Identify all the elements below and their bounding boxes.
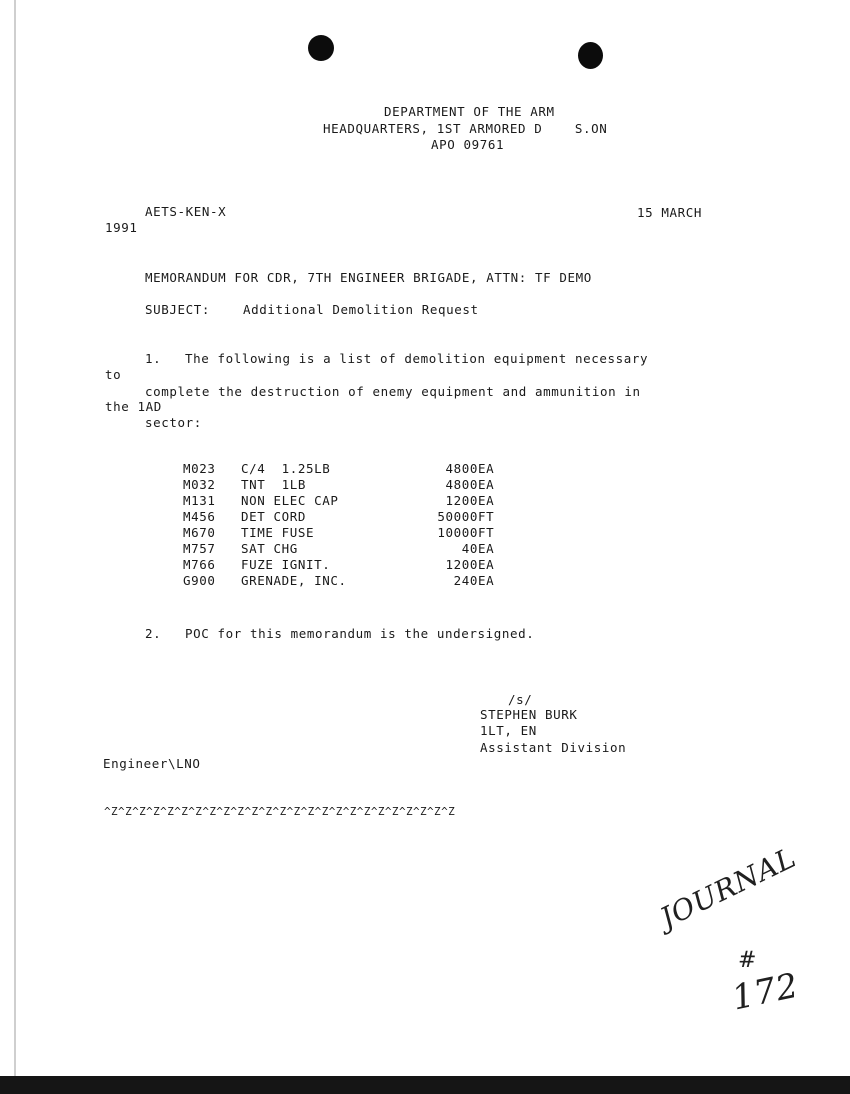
- equipment-description: FUZE IGNIT.: [241, 557, 331, 572]
- equipment-code: M766: [183, 557, 216, 572]
- equipment-code: G900: [183, 573, 216, 588]
- equipment-unit: FT: [478, 509, 495, 524]
- equipment-quantity: 4800: [445, 461, 478, 476]
- equipment-unit: EA: [478, 541, 495, 556]
- equipment-description: TNT 1LB: [241, 477, 307, 492]
- letterhead-line-3: APO 09761: [431, 137, 505, 152]
- signature-mark: /s/: [508, 692, 533, 707]
- equipment-description: SAT CHG: [241, 541, 298, 556]
- equipment-quantity: 10000: [437, 525, 478, 540]
- scan-left-edge: [14, 0, 16, 1080]
- equipment-unit: FT: [478, 525, 495, 540]
- scan-bottom-border: [0, 1076, 850, 1094]
- equipment-row: [183, 509, 508, 525]
- equipment-description: DET CORD: [241, 509, 307, 524]
- equipment-unit: EA: [478, 477, 495, 492]
- handwritten-number: 172: [728, 965, 803, 1019]
- paragraph-1-line-1: The following is a list of demolition equipment necessary: [185, 351, 649, 366]
- signer-title-continued: Engineer\LNO: [103, 756, 201, 771]
- equipment-quantity: 1200: [445, 493, 478, 508]
- equipment-unit: EA: [478, 493, 495, 508]
- letterhead-line-2: HEADQUARTERS, 1ST ARMORED D S.ON: [323, 121, 608, 136]
- handwritten-hash: #: [738, 948, 758, 973]
- equipment-row: [183, 525, 508, 541]
- memo-date: 15 MARCH: [637, 205, 703, 220]
- memorandum-for-line: MEMORANDUM FOR CDR, 7TH ENGINEER BRIGADE, ATTN: TF DEMO: [145, 270, 592, 285]
- equipment-description: NON ELEC CAP: [241, 493, 339, 508]
- equipment-code: M032: [183, 477, 216, 492]
- equipment-unit: EA: [478, 573, 495, 588]
- handwritten-journal: JOURNAL: [655, 840, 802, 935]
- equipment-row: [183, 461, 508, 477]
- equipment-code: M670: [183, 525, 216, 540]
- equipment-quantity: 50000: [437, 509, 478, 524]
- paragraph-2-text: POC for this memorandum is the undersigned.: [185, 626, 535, 641]
- equipment-quantity: 1200: [445, 557, 478, 572]
- equipment-unit: EA: [478, 557, 495, 572]
- transmission-terminator: ^Z^Z^Z^Z^Z^Z^Z^Z^Z^Z^Z^Z^Z^Z^Z^Z^Z^Z^Z^Z^Z^Z^Z^Z^Z: [104, 805, 456, 818]
- paragraph-1-line-3: complete the destruction of enemy equipment and ammunition in: [145, 384, 641, 399]
- equipment-quantity: 240: [453, 573, 478, 588]
- paragraph-1-line-4: the 1AD: [105, 399, 162, 414]
- equipment-code: M456: [183, 509, 216, 524]
- subject-label: SUBJECT:: [145, 302, 211, 317]
- memo-date-year: 1991: [105, 220, 138, 235]
- equipment-quantity: 40: [461, 541, 478, 556]
- equipment-table: [183, 461, 508, 589]
- punch-hole-right: [578, 42, 603, 69]
- letterhead-line-1: DEPARTMENT OF THE ARM: [384, 104, 555, 119]
- subject-text: Additional Demolition Request: [243, 302, 479, 317]
- equipment-row: [183, 541, 508, 557]
- equipment-row: [183, 557, 508, 573]
- paragraph-1-line-5: sector:: [145, 415, 202, 430]
- signer-name: STEPHEN BURK: [480, 707, 578, 722]
- equipment-description: TIME FUSE: [241, 525, 315, 540]
- equipment-code: M023: [183, 461, 216, 476]
- paragraph-1-number: 1.: [145, 351, 162, 366]
- office-symbol: AETS-KEN-X: [145, 204, 227, 219]
- signer-rank: 1LT, EN: [480, 723, 537, 738]
- equipment-code: M131: [183, 493, 216, 508]
- equipment-row: [183, 477, 508, 493]
- signer-title: Assistant Division: [480, 740, 627, 755]
- equipment-row: [183, 493, 508, 509]
- equipment-description: GRENADE, INC.: [241, 573, 347, 588]
- equipment-row: [183, 573, 508, 589]
- equipment-unit: EA: [478, 461, 495, 476]
- paragraph-2-number: 2.: [145, 626, 162, 641]
- equipment-description: C/4 1.25LB: [241, 461, 331, 476]
- punch-hole-left: [308, 35, 334, 61]
- paragraph-1-line-2: to: [105, 367, 122, 382]
- equipment-code: M757: [183, 541, 216, 556]
- equipment-quantity: 4800: [445, 477, 478, 492]
